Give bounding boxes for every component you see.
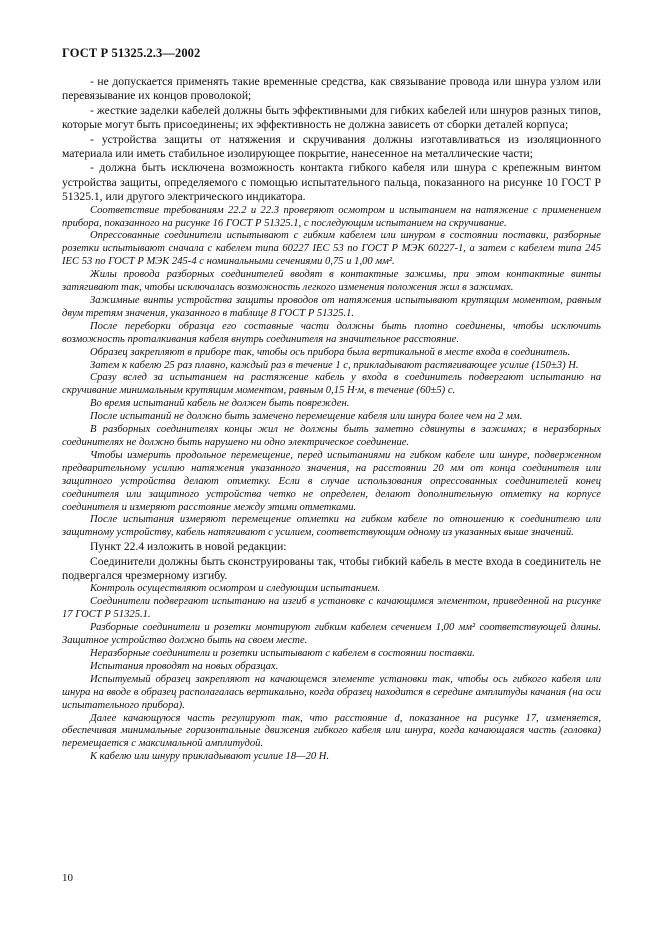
paragraph: К кабелю или шнуру прикладывают усилие 18—20 Н. [90,751,330,763]
paragraph: Сразу вслед за испытанием на растяжение кабель у входа в соединитель подвергают испытанию на скручивание минимальным крутящим моментом, равным 0,15 Н·м, в течение (60±5) с. [62,372,601,397]
paragraph: Далее качающуюся часть регулируют так, что расстояние d, показанное на рисунке 17, изменяется, обеспечивая минимальные горизонтальные движения гибкого кабеля или шнура, когда качающаяся часть (головка) перемещается с максимальной амплитудой. [62,712,601,750]
paragraph: Зажимные винты устройства защиты проводов от натяжения испытывают крутящим моментом, равным двум третям значения, указанного в таблице 8 ГОСТ Р 51325.1. [62,295,601,319]
paragraph: Испытания проводят на новых образцах. [90,660,279,672]
paragraph: Неразборные соединители и розетки испытывают с кабелем в состоянии поставки. [90,647,475,659]
paragraph: Пункт 22.4 изложить в новой редакции: [90,540,287,554]
paragraph: Образец закрепляют в приборе так, чтобы ось прибора была вертикальной в месте входа в соединитель. [90,346,571,358]
paragraph: После переборки образца его составные части должны быть плотно соединены, чтобы исключить возможность проталкивания кабеля внутрь соединителя на значительное расстояние. [62,320,601,345]
paragraph: После испытания измеряют перемещение отметки на гибком кабеле по отношению к соединителю или защитному устройству, кабель натягивают с усилием, соответствующим одному из указанных выше значений. [62,514,601,539]
paragraph: - жесткие заделки кабелей должны быть эффективными для гибких кабелей или шнуров разных типов, которые могут быть присоединены; их эффективность не должна зависеть от сборки деталей корпуса; [62,103,601,132]
paragraph: В разборных соединителях концы жил не должны быть заметно сдвинуты в зажимах; в неразборных соединителях не должно быть нарушено ни одно электрическое соединение. [62,424,601,448]
paragraph: Разборные соединители и розетки монтируют гибким кабелем сечением 1,00 мм² соответствующей длины. Защитное устройство должно быть на своем месте. [62,622,601,647]
paragraph: - устройства защиты от натяжения и скручивания должны изготавливаться из изоляционного материала или иметь стабильное изолирующее покрытие, нанесенное на металлические части; [62,132,601,161]
paragraph: Соответствие требованиям 22.2 и 22.3 проверяют осмотром и испытанием на натяжение с применением прибора, показанного на рисунке 16 ГОСТ Р 51325.1, с последующим испытанием на скручивание. [62,204,601,229]
page-number: 10 [62,872,73,884]
paragraph: Опрессованные соединители испытывают с гибким кабелем или шнуром в состоянии поставки, разборные розетки испытывают сначала с кабелем типа 60227 IEC 53 по ГОСТ Р МЭК 60227-1, а затем с кабелем типа 245 IEC 53 по ГОСТ Р МЭК 245-4 с номинальными сечениями 0,75 и 1,00 мм². [62,230,601,268]
document-body [62,75,601,764]
paragraph: Испытуемый образец закрепляют на качающемся элементе установки так, чтобы ось гибкого кабеля или шнура на вводе в образец располагалась вертикально, когда образец находится в середине амплитуды качания (на оси испытательного прибора). [62,673,601,711]
paragraph: - должна быть исключена возможность контакта гибкого кабеля или шнура с крепежным винтом устройства защиты, определяемого с помощью испытательного пальца, показанного на рисунке 10 ГОСТ Р 51325.1, или другого электрического индикатора. [62,161,601,204]
paragraph: Соединители подвергают испытанию на изгиб в установке с качающимся элементом, приведенной на рисунке 17 ГОСТ Р 51325.1. [62,596,601,621]
paragraph: Во время испытаний кабель не должен быть поврежден. [90,398,350,410]
paragraph: Контроль осуществляют осмотром и следующим испытанием. [90,583,381,595]
paragraph: Соединители должны быть сконструированы так, чтобы гибкий кабель в месте входа в соединитель не подвергался чрезмерному изгибу. [62,554,601,583]
paragraph: Затем к кабелю 25 раз плавно, каждый раз в течение 1 с, прикладывают растягивающее усилие (150±3) Н. [90,359,579,371]
paragraph: Жилы провода разборных соединителей вводят в контактные зажимы, при этом контактные винты затягивают так, чтобы исключалась возможность легкого изменения положения жил в зажимах. [62,269,601,294]
paragraph: Чтобы измерить продольное перемещение, перед испытаниями на гибком кабеле или шнуре, подверженном предварительному усилию натяжения указанного значения, на расстоянии 20 мм от конца соединителя или защитного устройства делают отметку. Если в случае использования опрессованных соединителей конец соединителя или защитного устройства четко не определен, делают дополнительную отметку на корпусе соединителя и измеряют расстояние между этими отметками. [62,449,601,513]
paragraph: После испытаний не должно быть замечено перемещение кабеля или шнура более чем на 2 мм. [90,411,523,423]
paragraph: - не допускается применять такие временные средства, как связывание провода или шнура узлом или перевязывание их концов проволокой; [62,75,601,103]
document-header: ГОСТ Р 51325.2.3—2002 [62,46,201,60]
